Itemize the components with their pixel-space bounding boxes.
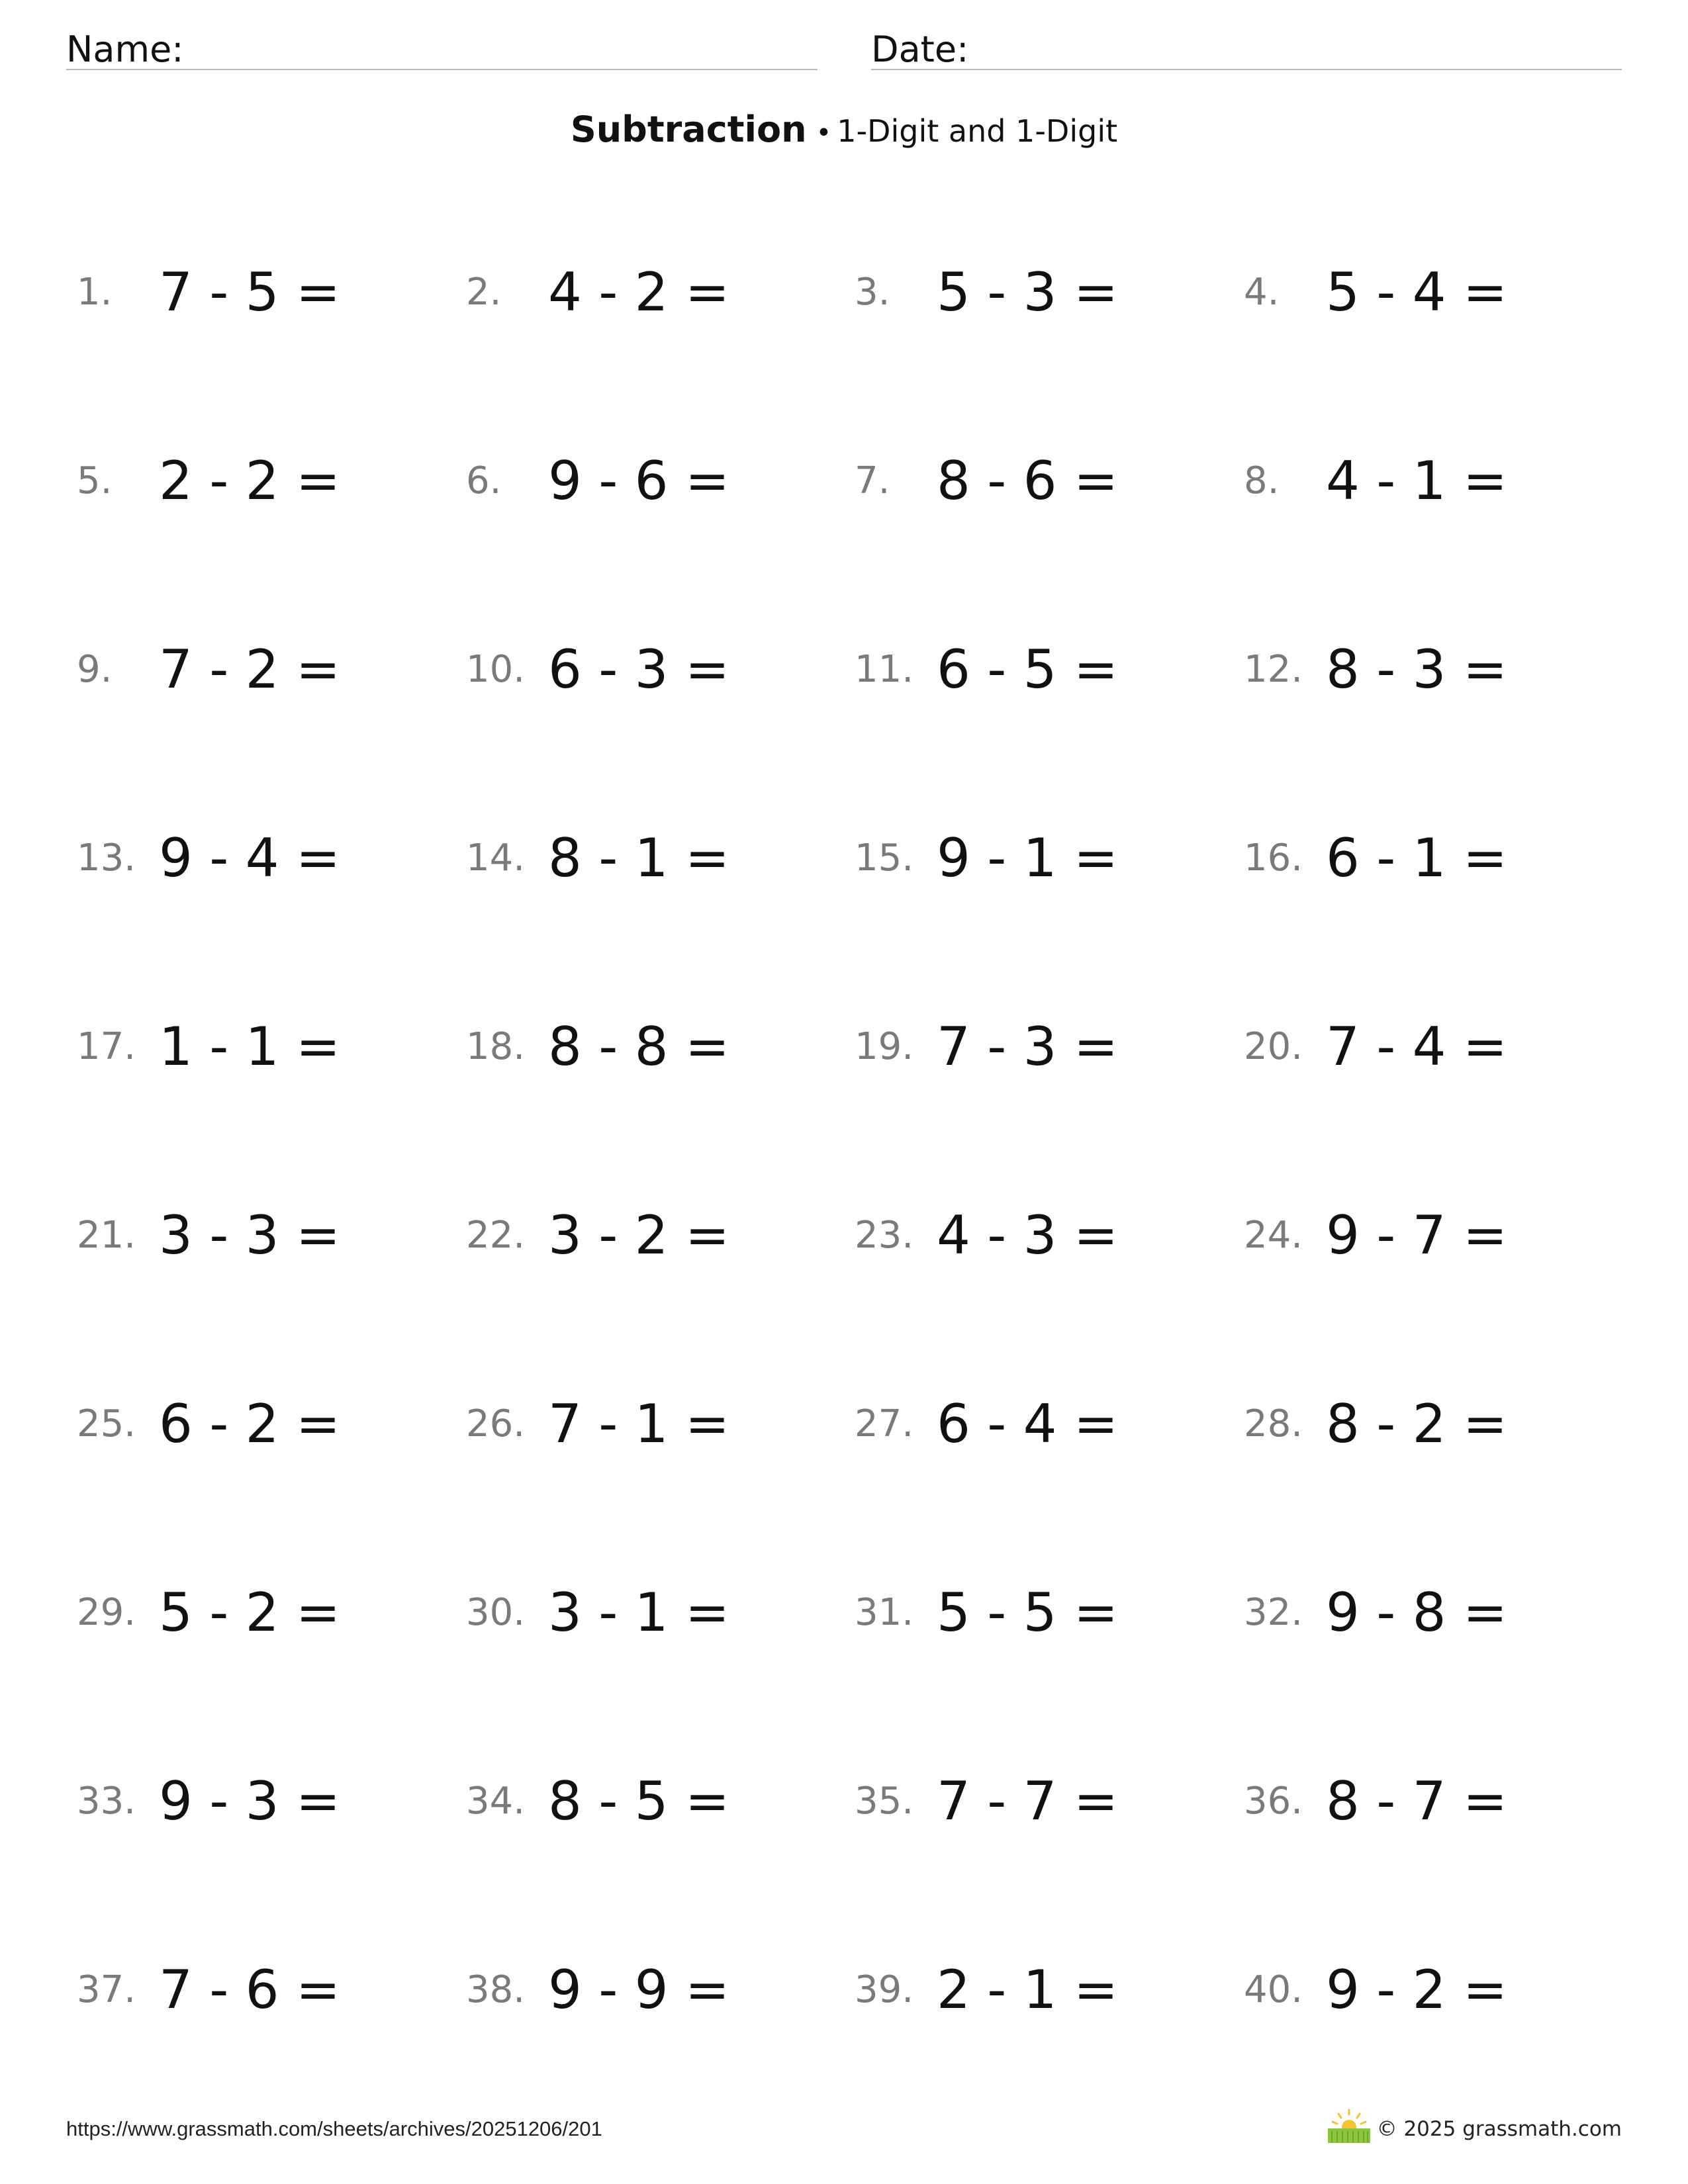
problem-expression: 2 - 1 = — [937, 1959, 1118, 2021]
footer-url: https://www.grassmath.com/sheets/archives/20251206/201 — [66, 2117, 602, 2140]
problem-item — [855, 448, 1225, 514]
problem-expression: 7 - 5 = — [159, 261, 340, 323]
problem-number: 7. — [855, 459, 890, 502]
date-label: Date: — [871, 28, 969, 70]
problem-item — [1244, 1957, 1615, 2023]
problem-number: 13. — [77, 837, 136, 880]
problem-item — [466, 1391, 837, 1457]
problem-expression: 3 - 1 = — [548, 1582, 729, 1643]
problem-item — [77, 448, 447, 514]
problem-number: 8. — [1244, 459, 1280, 502]
problem-item — [77, 1203, 447, 1269]
problem-item — [855, 1580, 1225, 1646]
problem-expression: 5 - 3 = — [937, 261, 1118, 323]
problem-number: 40. — [1244, 1968, 1303, 2011]
problem-expression: 9 - 7 = — [1326, 1205, 1507, 1266]
problem-number: 17. — [77, 1025, 136, 1068]
problem-item — [855, 1391, 1225, 1457]
problem-expression: 7 - 3 = — [937, 1016, 1118, 1077]
title-bullet: • — [816, 118, 832, 148]
problem-number: 4. — [1244, 271, 1280, 314]
problem-expression: 2 - 2 = — [159, 450, 340, 512]
problem-expression: 6 - 5 = — [937, 639, 1118, 700]
problem-number: 12. — [1244, 648, 1303, 691]
problem-expression: 8 - 2 = — [1326, 1393, 1507, 1455]
problem-item — [855, 259, 1225, 326]
problem-expression: 6 - 4 = — [937, 1393, 1118, 1455]
problem-item — [1244, 1014, 1615, 1080]
problem-expression: 3 - 2 = — [548, 1205, 729, 1266]
problem-number: 26. — [466, 1402, 526, 1445]
problem-item — [77, 1768, 447, 1835]
problem-expression: 8 - 1 = — [548, 827, 729, 889]
problem-number: 10. — [466, 648, 526, 691]
problem-item — [77, 1391, 447, 1457]
problem-expression: 6 - 3 = — [548, 639, 729, 700]
problem-number: 30. — [466, 1591, 526, 1634]
problem-item — [466, 448, 837, 514]
problem-expression: 9 - 2 = — [1326, 1959, 1507, 2021]
problem-item — [77, 1014, 447, 1080]
problem-number: 22. — [466, 1214, 526, 1257]
problem-expression: 7 - 6 = — [159, 1959, 340, 2021]
problem-expression: 4 - 2 = — [548, 261, 729, 323]
problem-item — [1244, 825, 1615, 891]
problem-number: 15. — [855, 837, 914, 880]
problem-number: 24. — [1244, 1214, 1303, 1257]
problem-item — [855, 1768, 1225, 1835]
problem-number: 20. — [1244, 1025, 1303, 1068]
problem-expression: 7 - 7 = — [937, 1770, 1118, 1832]
problem-item — [1244, 1391, 1615, 1457]
problem-number: 34. — [466, 1780, 526, 1823]
problem-expression: 4 - 3 = — [937, 1205, 1118, 1266]
problem-expression: 9 - 1 = — [937, 827, 1118, 889]
problem-item — [466, 1957, 837, 2023]
problem-number: 11. — [855, 648, 914, 691]
problem-expression: 7 - 1 = — [548, 1393, 729, 1455]
problem-number: 23. — [855, 1214, 914, 1257]
problem-number: 39. — [855, 1968, 914, 2011]
problem-item — [855, 637, 1225, 703]
problem-expression: 5 - 4 = — [1326, 261, 1507, 323]
problem-item — [77, 825, 447, 891]
problem-number: 38. — [466, 1968, 526, 2011]
problem-item — [466, 825, 837, 891]
problem-expression: 9 - 9 = — [548, 1959, 729, 2021]
problem-number: 32. — [1244, 1591, 1303, 1634]
problem-expression: 1 - 1 = — [159, 1016, 340, 1077]
title-subtitle: 1-Digit and 1-Digit — [837, 113, 1118, 149]
problem-item — [466, 259, 837, 326]
problem-item — [77, 1580, 447, 1646]
problem-number: 21. — [77, 1214, 136, 1257]
problem-expression: 5 - 2 = — [159, 1582, 340, 1643]
problem-expression: 8 - 8 = — [548, 1016, 729, 1077]
problem-number: 27. — [855, 1402, 914, 1445]
problem-item — [855, 825, 1225, 891]
problem-item — [1244, 1203, 1615, 1269]
problem-number: 37. — [77, 1968, 136, 2011]
problem-number: 19. — [855, 1025, 914, 1068]
problem-number: 18. — [466, 1025, 526, 1068]
problem-number: 31. — [855, 1591, 914, 1634]
problem-expression: 4 - 1 = — [1326, 450, 1507, 512]
problem-expression: 6 - 1 = — [1326, 827, 1507, 889]
problem-item — [77, 259, 447, 326]
title-main: Subtraction — [570, 109, 807, 150]
problem-number: 1. — [77, 271, 113, 314]
problem-expression: 6 - 2 = — [159, 1393, 340, 1455]
problem-expression: 7 - 4 = — [1326, 1016, 1507, 1077]
problem-expression: 9 - 4 = — [159, 827, 340, 889]
problem-item — [1244, 259, 1615, 326]
problem-number: 9. — [77, 648, 113, 691]
problem-item — [855, 1203, 1225, 1269]
problem-expression: 8 - 3 = — [1326, 639, 1507, 700]
problem-item — [466, 1580, 837, 1646]
problem-expression: 8 - 6 = — [937, 450, 1118, 512]
problem-number: 16. — [1244, 837, 1303, 880]
problem-expression: 7 - 2 = — [159, 639, 340, 700]
problem-expression: 8 - 5 = — [548, 1770, 729, 1832]
problem-item — [855, 1957, 1225, 2023]
problem-number: 35. — [855, 1780, 914, 1823]
problem-item — [466, 1768, 837, 1835]
problem-item — [1244, 1768, 1615, 1835]
problem-item — [77, 1957, 447, 2023]
problem-number: 14. — [466, 837, 526, 880]
problem-expression: 3 - 3 = — [159, 1205, 340, 1266]
problem-number: 5. — [77, 459, 113, 502]
problem-number: 33. — [77, 1780, 136, 1823]
problem-item — [466, 637, 837, 703]
problem-expression: 9 - 6 = — [548, 450, 729, 512]
problem-item — [855, 1014, 1225, 1080]
problem-expression: 9 - 3 = — [159, 1770, 340, 1832]
problem-number: 6. — [466, 459, 502, 502]
problem-expression: 5 - 5 = — [937, 1582, 1118, 1643]
name-label: Name: — [66, 28, 184, 70]
problem-number: 28. — [1244, 1402, 1303, 1445]
problem-item — [1244, 448, 1615, 514]
problem-item — [466, 1014, 837, 1080]
problem-expression: 8 - 7 = — [1326, 1770, 1507, 1832]
problem-number: 29. — [77, 1591, 136, 1634]
problem-expression: 9 - 8 = — [1326, 1582, 1507, 1643]
problem-number: 3. — [855, 271, 890, 314]
problem-item — [1244, 1580, 1615, 1646]
problem-item — [466, 1203, 837, 1269]
problem-number: 25. — [77, 1402, 136, 1445]
problem-item — [1244, 637, 1615, 703]
grass-sun-icon — [1327, 2109, 1372, 2146]
footer-copyright: © 2025 grassmath.com — [1376, 2117, 1622, 2141]
problem-number: 36. — [1244, 1780, 1303, 1823]
problem-number: 2. — [466, 271, 502, 314]
problem-item — [77, 637, 447, 703]
